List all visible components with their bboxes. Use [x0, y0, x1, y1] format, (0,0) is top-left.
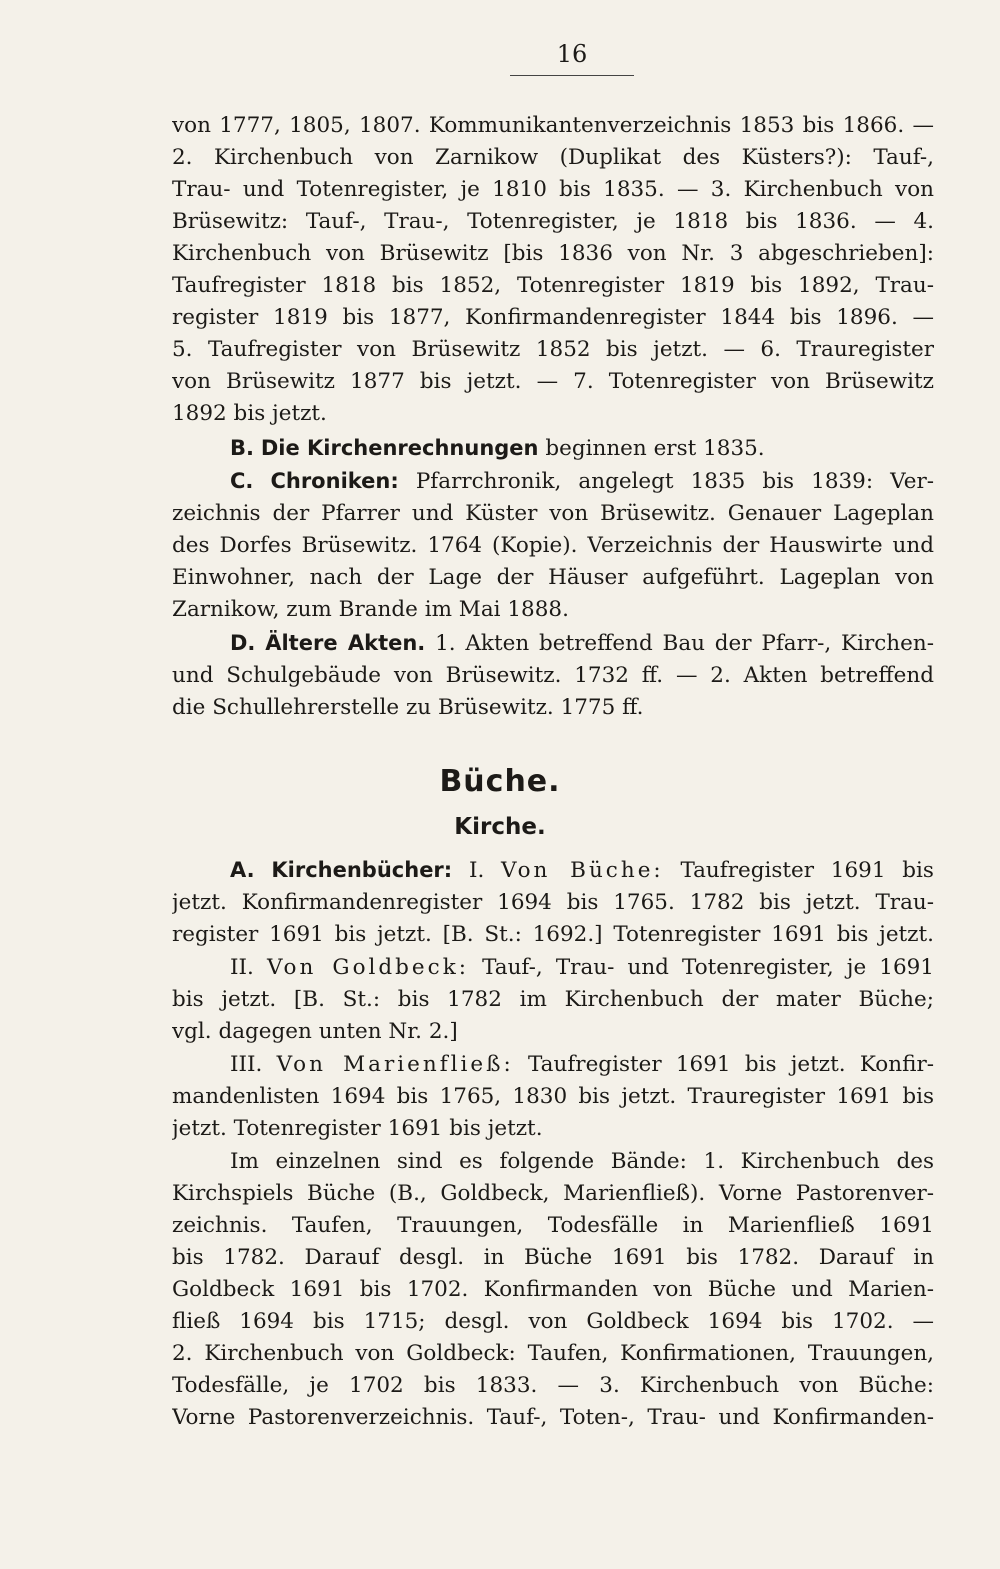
section-a-label: A. [230, 858, 255, 882]
place-name: Von Marienfließ: [276, 1052, 514, 1077]
section-d-label: D. [230, 631, 256, 655]
section-c [230, 465, 934, 497]
entry-ii-first-line: Tauf-, Trau- und Totenregister, je 1691 [482, 955, 934, 980]
section-d [230, 627, 934, 659]
text-line: 1892 bis jetzt. [172, 401, 327, 426]
text-line: Trau- und Totenregister, je 1810 bis 1835. — 3. Kirchenbuch von [172, 177, 934, 202]
text-line: vgl. dagegen unten Nr. 2.] [172, 1019, 458, 1044]
section-subtitle: Kirche. [454, 814, 546, 840]
place-name: Von Goldbeck: [266, 955, 469, 980]
header-rule [510, 75, 634, 76]
text-line: 2. Kirchenbuch von Zarnikow (Duplikat des Küsters?): Tauf-, [172, 145, 934, 170]
entry-iii-first-line: Taufregister 1691 bis jetzt. Konfir- [528, 1052, 934, 1077]
text-line: die Schullehrerstelle zu Brüsewitz. 1775 ff. [172, 695, 644, 720]
page-number: 16 [556, 40, 588, 68]
text-line: register 1819 bis 1877, Konfirmandenregister 1844 bis 1896. — [172, 305, 934, 330]
section-title: Büche. [439, 764, 561, 799]
text-line: bis jetzt. [B. St.: bis 1782 im Kirchenbuch der mater Büche; [172, 987, 934, 1012]
roman-numeral: III. [230, 1052, 263, 1077]
section-b-heading: Die Kirchenrechnungen [260, 436, 539, 460]
section-b-text: beginnen erst 1835. [545, 436, 765, 461]
text-line: Goldbeck 1691 bis 1702. Konfirmanden von Büche und Marien- [172, 1277, 934, 1302]
section-d-first-line: 1. Akten betreffend Bau der Pfarr-, Kirchen- [435, 631, 934, 656]
text-line: von 1777, 1805, 1807. Kommunikantenverzeichnis 1853 bis 1866. — [172, 113, 934, 138]
text-line: Kirchspiels Büche (B., Goldbeck, Marienfließ). Vorne Pastorenver- [172, 1181, 934, 1206]
section-a [230, 854, 934, 886]
roman-numeral: II. [230, 955, 254, 980]
section-c-heading: Chroniken: [270, 469, 399, 493]
entry-iii [230, 1049, 934, 1081]
text-line: Kirchenbuch von Brüsewitz [bis 1836 von Nr. 3 abgeschrieben]: [172, 241, 934, 266]
text-line: mandenlisten 1694 bis 1765, 1830 bis jetzt. Trauregister 1691 bis [172, 1084, 934, 1109]
text-line: Todesfälle, je 1702 bis 1833. — 3. Kirchenbuch von Büche: [172, 1373, 934, 1398]
text-line: 5. Taufregister von Brüsewitz 1852 bis jetzt. — 6. Trauregister [172, 337, 934, 362]
section-a-first-line: Taufregister 1691 bis [680, 858, 934, 883]
text-line: Vorne Pastorenverzeichnis. Tauf-, Toten-, Trau- und Konfirmanden- [172, 1405, 934, 1430]
entry-ii [230, 952, 934, 984]
text-line: Brüsewitz: Tauf-, Trau-, Totenregister, je 1818 bis 1836. — 4. [172, 209, 934, 234]
section-a-heading: Kirchenbücher: [271, 858, 453, 882]
section-c-first-line: Pfarrchronik, angelegt 1835 bis 1839: Ver- [415, 469, 934, 494]
text-line: jetzt. Totenregister 1691 bis jetzt. [172, 1116, 543, 1141]
text-line: zeichnis der Pfarrer und Küster von Brüsewitz. Genauer Lageplan [172, 501, 934, 526]
section-b-label: B. [230, 436, 254, 460]
roman-numeral: I. [468, 858, 485, 883]
place-name: Von Büche: [501, 858, 664, 883]
text-line: von Brüsewitz 1877 bis jetzt. — 7. Totenregister von Brüsewitz [172, 369, 934, 394]
text-line: bis 1782. Darauf desgl. in Büche 1691 bis 1782. Darauf in [172, 1245, 934, 1270]
text-line: 2. Kirchenbuch von Goldbeck: Taufen, Konfirmationen, Trauungen, [172, 1341, 934, 1366]
text-line: und Schulgebäude von Brüsewitz. 1732 ff. — 2. Akten betreffend [172, 663, 934, 688]
text-line: Zarnikow, zum Brande im Mai 1888. [172, 597, 569, 622]
text-line: des Dorfes Brüsewitz. 1764 (Kopie). Verzeichnis der Hauswirte und [172, 533, 934, 558]
text-line: register 1691 bis jetzt. [B. St.: 1692.] Totenregister 1691 bis jetzt. [172, 922, 934, 947]
text-line: fließ 1694 bis 1715; desgl. von Goldbeck 1694 bis 1702. — [172, 1309, 934, 1334]
text-line: Im einzelnen sind es folgende Bände: 1. Kirchenbuch des [230, 1149, 934, 1174]
section-d-heading: Ältere Akten. [265, 631, 426, 655]
text-line: jetzt. Konfirmandenregister 1694 bis 1765. 1782 bis jetzt. Trau- [172, 890, 934, 915]
text-line: Einwohner, nach der Lage der Häuser aufgeführt. Lageplan von [172, 565, 934, 590]
text-line: zeichnis. Taufen, Trauungen, Todesfälle in Marienfließ 1691 [172, 1213, 934, 1238]
text-line: Taufregister 1818 bis 1852, Totenregister 1819 bis 1892, Trau- [172, 273, 934, 298]
section-b [230, 432, 934, 464]
section-c-label: C. [230, 469, 254, 493]
